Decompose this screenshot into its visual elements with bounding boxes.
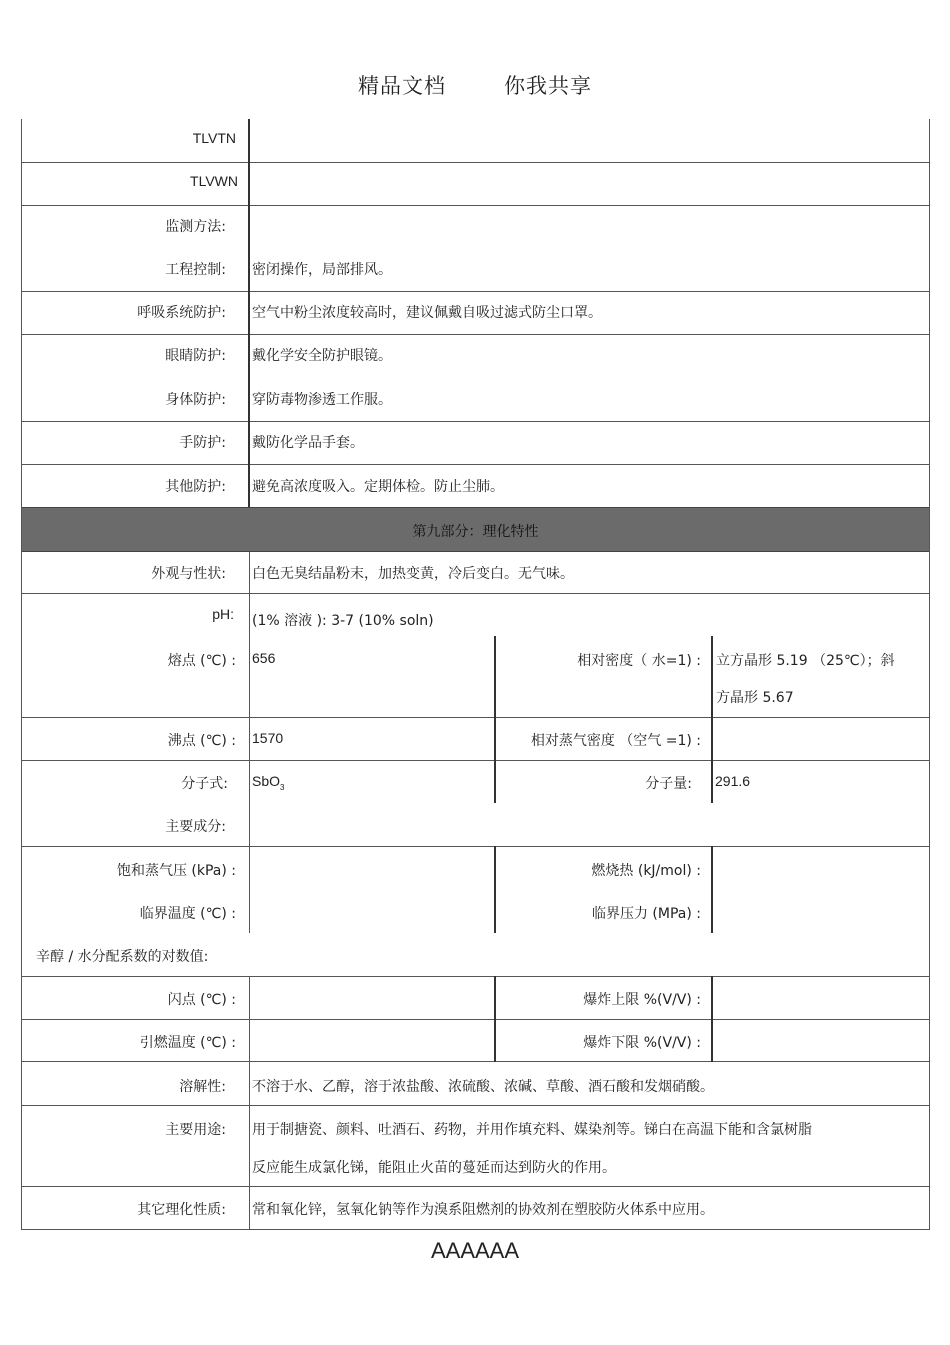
critical-pressure-label: 临界压力 (MPa) :: [591, 906, 701, 922]
uses-value-line2: 反应能生成氯化锑，能阻止火苗的蔓延而达到防火的作用。: [252, 1160, 616, 1176]
other-protection-value: 避免高浓度吸入。定期体检。防止尘肺。: [252, 479, 504, 495]
flash-point-label: 闪点 (℃) :: [167, 992, 236, 1008]
ph-value: (1% 溶液 ): 3-7 (10% soln): [252, 613, 434, 629]
combustion-heat-label: 燃烧热 (kJ/mol) :: [591, 863, 701, 879]
body-label: 身体防护:: [165, 392, 226, 408]
vapor-pressure-label: 饱和蒸气压 (kPa) :: [116, 863, 236, 879]
formula-label: 分子式:: [181, 776, 228, 792]
formula-subscript: 3: [280, 782, 285, 792]
eye-label: 眼睛防护:: [165, 348, 226, 364]
appearance-value: 白色无臭结晶粉末，加热变黄，冷后变白。无气味。: [252, 566, 574, 582]
mol-weight-label: 分子量:: [645, 776, 692, 792]
explosion-upper-label: 爆炸上限 %(V/V) :: [583, 992, 701, 1008]
header-right-text: 你我共享: [504, 74, 592, 98]
respiratory-label: 呼吸系统防护:: [137, 305, 226, 321]
body-value: 穿防毒物渗透工作服。: [252, 392, 392, 408]
other-props-value: 常和氧化锌，氢氧化钠等作为溴系阻燃剂的协效剂在塑胶防火体系中应用。: [252, 1202, 714, 1218]
octanol-label: 辛醇 / 水分配系数的对数值:: [36, 949, 209, 965]
ignition-temp-label: 引燃温度 (℃) :: [139, 1035, 236, 1051]
page-footer: AAAAAA: [430, 1238, 520, 1263]
tlvtn-label: TLVTN: [192, 130, 236, 146]
other-props-label: 其它理化性质:: [137, 1202, 226, 1218]
rel-density-value-line2: 方晶形 5.67: [716, 690, 794, 706]
monitoring-label: 监测方法:: [165, 219, 226, 235]
eye-value: 戴化学安全防护眼镜。: [252, 348, 392, 364]
solubility-label: 溶解性:: [179, 1079, 226, 1095]
explosion-lower-label: 爆炸下限 %(V/V) :: [583, 1035, 701, 1051]
header-left-text: 精品文档: [358, 74, 446, 98]
rel-density-label: 相对密度（ 水=1) :: [577, 653, 701, 669]
melting-label: 熔点 (℃) :: [167, 653, 236, 669]
solubility-value: 不溶于水、乙醇，溶于浓盐酸、浓硫酸、浓碱、草酸、酒石酸和发烟硝酸。: [252, 1079, 714, 1095]
page-header: [0, 70, 950, 100]
melting-value: 656: [252, 650, 276, 666]
mol-weight-value: 291.6: [715, 773, 751, 789]
vapor-density-label: 相对蒸气密度 （空气 =1) :: [530, 733, 701, 749]
components-label: 主要成分:: [165, 819, 226, 835]
section-9-title: 第九部分：理化特性: [412, 524, 539, 540]
formula-value: [252, 773, 284, 792]
msds-table: [21, 119, 930, 1230]
other-protection-label: 其他防护:: [165, 479, 226, 495]
engineering-label: 工程控制:: [165, 262, 226, 278]
respiratory-value: 空气中粉尘浓度较高时，建议佩戴自吸过滤式防尘口罩。: [252, 305, 602, 321]
boiling-label: 沸点 (℃) :: [167, 733, 236, 749]
critical-temp-label: 临界温度 (℃) :: [139, 906, 236, 922]
ph-label: pH:: [212, 606, 234, 622]
rel-density-value-line1: 立方晶形 5.19 （25℃）；斜: [716, 653, 895, 669]
hand-value: 戴防化学品手套。: [252, 435, 364, 451]
appearance-label: 外观与性状:: [151, 566, 226, 582]
uses-label: 主要用途:: [165, 1122, 226, 1138]
uses-value-line1: 用于制搪瓷、颜料、吐酒石、药物，并用作填充料、媒染剂等。锑白在高温下能和含氯树脂: [252, 1122, 812, 1138]
hand-label: 手防护:: [179, 435, 226, 451]
formula-main: SbO: [252, 773, 281, 789]
engineering-value: 密闭操作，局部排风。: [252, 262, 392, 278]
section-9-header: [22, 507, 929, 552]
tlvwn-label: TLVWN: [190, 173, 238, 189]
boiling-value: 1570: [252, 730, 284, 746]
